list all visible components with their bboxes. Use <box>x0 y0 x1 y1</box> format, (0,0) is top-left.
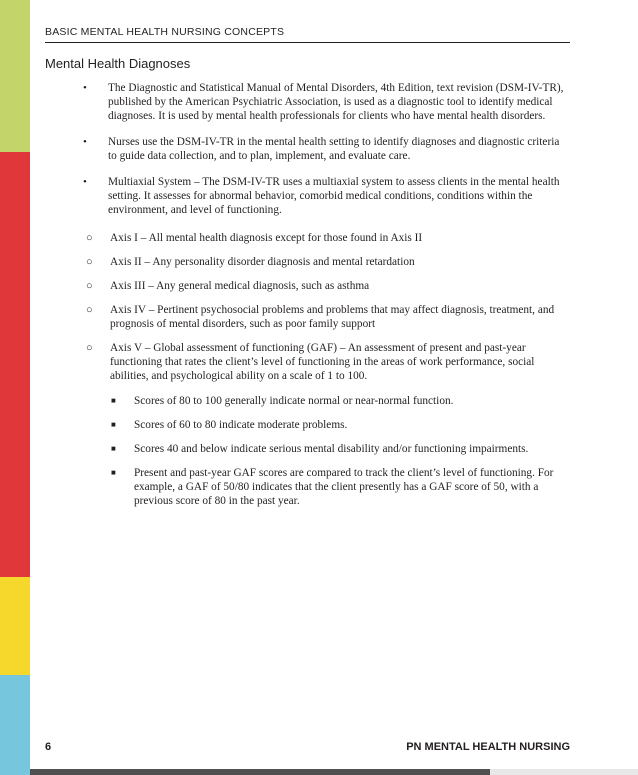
list-item <box>109 394 570 408</box>
circle-marker: ○ <box>86 280 93 292</box>
list-item <box>45 135 570 163</box>
gaf-score-list <box>110 394 570 508</box>
axis-text: Axis IV – Pertinent psychosocial problems and problems that may affect diagnosis, treatment, and prognosis of mental disorders, such as poor family support <box>110 304 555 330</box>
page-number: 6 <box>45 741 52 753</box>
page-bottom-shadow <box>30 769 490 775</box>
sidebar-red-band <box>0 152 30 577</box>
gaf-text: Present and past-year GAF scores are compared to track the client’s level of functioning. For example, a GAF of 50/80 indicates that the client presently has a GAF score of 50, with a previous score of 80 in the past year. <box>134 467 554 507</box>
main-bullet-list <box>45 81 570 508</box>
list-item <box>84 231 570 245</box>
bullet-marker: • <box>83 136 87 148</box>
axis-text: Axis III – Any general medical diagnosis, such as asthma <box>110 280 370 292</box>
list-item <box>45 175 570 508</box>
square-marker: ■ <box>111 444 116 453</box>
bullet-text: Multiaxial System – The DSM-IV-TR uses a multiaxial system to assess clients in the mental health setting. It assesses for abnormal behavior, comorbid medical conditions, conditions within the environment, and level of functioning. <box>108 176 560 216</box>
list-item <box>109 442 570 456</box>
gaf-text: Scores of 80 to 100 generally indicate normal or near-normal function. <box>134 395 454 407</box>
axis-text: Axis II – Any personality disorder diagnosis and mental retardation <box>110 256 415 268</box>
bullet-marker: • <box>83 82 87 94</box>
bullet-marker: • <box>83 176 87 188</box>
bullet-text: Nurses use the DSM-IV-TR in the mental health setting to identify diagnoses and diagnostic criteria to guide data collection, and to plan, implement, and evaluate care. <box>108 136 560 162</box>
list-item <box>109 418 570 432</box>
list-item <box>109 466 570 508</box>
list-item <box>45 81 570 123</box>
gaf-text: Scores of 60 to 80 indicate moderate problems. <box>134 419 348 431</box>
sidebar-yellow-band <box>0 577 30 675</box>
content-body <box>45 81 570 520</box>
axis-list <box>86 231 570 508</box>
axis-text: Axis I – All mental health diagnosis except for those found in Axis II <box>110 232 423 244</box>
list-item <box>84 341 570 508</box>
bullet-text: The Diagnostic and Statistical Manual of Mental Disorders, 4th Edition, text revision (DSM-IV-TR), published by the American Psychiatric Association, is used as a diagnostic tool to identify medical diagnoses. It is used by mental health professionals for clients who have mental health disorders. <box>108 82 564 122</box>
list-item <box>84 303 570 331</box>
circle-marker: ○ <box>86 342 93 354</box>
section-title: Mental Health Diagnoses <box>45 56 191 71</box>
header-rule <box>45 42 570 43</box>
circle-marker: ○ <box>86 232 93 244</box>
circle-marker: ○ <box>86 304 93 316</box>
square-marker: ■ <box>111 420 116 429</box>
square-marker: ■ <box>111 396 116 405</box>
list-item <box>84 255 570 269</box>
axis-text: Axis V – Global assessment of functioning (GAF) – An assessment of present and past-year functioning that rates the client’s level of functioning in the areas of work performance, social abilities, and psychological ability on a scale of 1 to 100. <box>110 342 535 382</box>
gaf-text: Scores 40 and below indicate serious mental disability and/or functioning impairments. <box>134 443 529 455</box>
running-head: BASIC MENTAL HEALTH NURSING CONCEPTS <box>45 26 285 38</box>
square-marker: ■ <box>111 468 116 477</box>
sidebar-blue-band <box>0 675 30 775</box>
sidebar-green-band <box>0 0 30 152</box>
list-item <box>84 279 570 293</box>
footer-book-title: PN MENTAL HEALTH NURSING <box>406 741 570 753</box>
color-sidebar <box>0 0 30 775</box>
circle-marker: ○ <box>86 256 93 268</box>
